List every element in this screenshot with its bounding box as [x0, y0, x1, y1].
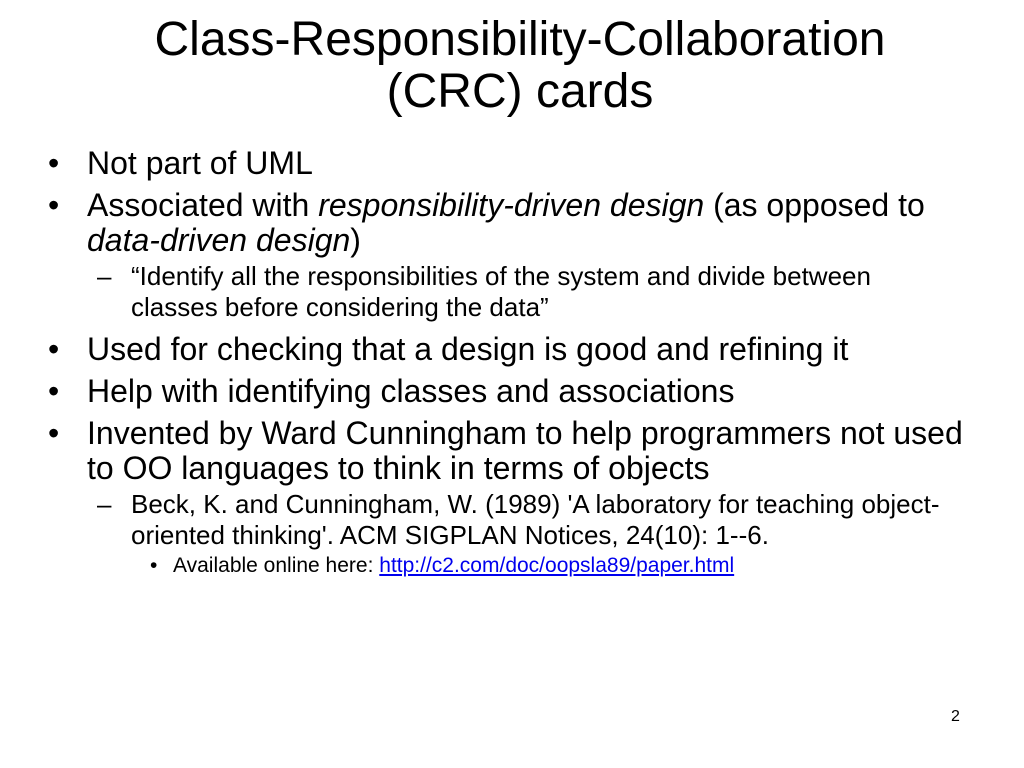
sub-item-text: “Identify all the responsibilities of the system and divide between classes before considering the data”: [131, 261, 871, 322]
sub-item-beck-citation: [97, 489, 964, 551]
emphasis-responsibility-driven-design: responsibility-driven design: [318, 187, 705, 223]
page-number: 2: [951, 708, 960, 725]
emphasis-data-driven-design: data-driven design: [87, 222, 351, 258]
bullet-text: Used for checking that a design is good and refining it: [87, 331, 849, 367]
bullet-marker: •: [48, 415, 60, 451]
dash-marker: –: [97, 261, 112, 291]
available-online-label: Available online here:: [173, 554, 380, 577]
bullet-text-post: ): [350, 222, 361, 258]
bullet-text-pre: Associated with: [87, 187, 319, 223]
bullet-list: [44, 146, 964, 579]
sub-item-identify-responsibilities: [97, 261, 964, 323]
bullet-item-identifying-classes: [44, 374, 964, 409]
sub-item-text: Beck, K. and Cunningham, W. (1989) 'A laboratory for teaching object-oriented thinking'. ACM SIGPLAN Notices, 24(10): 1--6.: [131, 489, 940, 550]
bullet-text: Help with identifying classes and associations: [87, 373, 735, 409]
bullet-marker: •: [48, 145, 60, 181]
bullet-item-not-uml: [44, 146, 964, 181]
bullet-text-mid: (as opposed to: [704, 187, 925, 223]
sub-sub-item-available-online: [144, 553, 964, 579]
bullet-item-invented-by: [44, 416, 964, 486]
bullet-marker: •: [48, 187, 60, 223]
bullet-text: Invented by Ward Cunningham to help programmers not used to OO languages to think in terms of objects: [87, 415, 963, 486]
bullet-text: [87, 188, 964, 258]
paper-link[interactable]: http://c2.com/doc/oopsla89/paper.html: [379, 554, 735, 577]
dash-marker: –: [97, 489, 112, 519]
slide-title-line-2: (CRC) cards: [386, 65, 654, 118]
bullet-text: Not part of UML: [87, 145, 313, 181]
sub-sub-item-text: [173, 553, 964, 579]
bullet-marker: •: [150, 554, 158, 577]
bullet-item-checking-design: [44, 332, 964, 367]
bullet-marker: •: [48, 331, 60, 367]
slide-title: [60, 14, 980, 118]
slide-title-line-1: Class-Responsibility-Collaboration: [154, 13, 886, 66]
bullet-marker: •: [48, 373, 60, 409]
bullet-item-responsibility-driven: [44, 188, 964, 258]
